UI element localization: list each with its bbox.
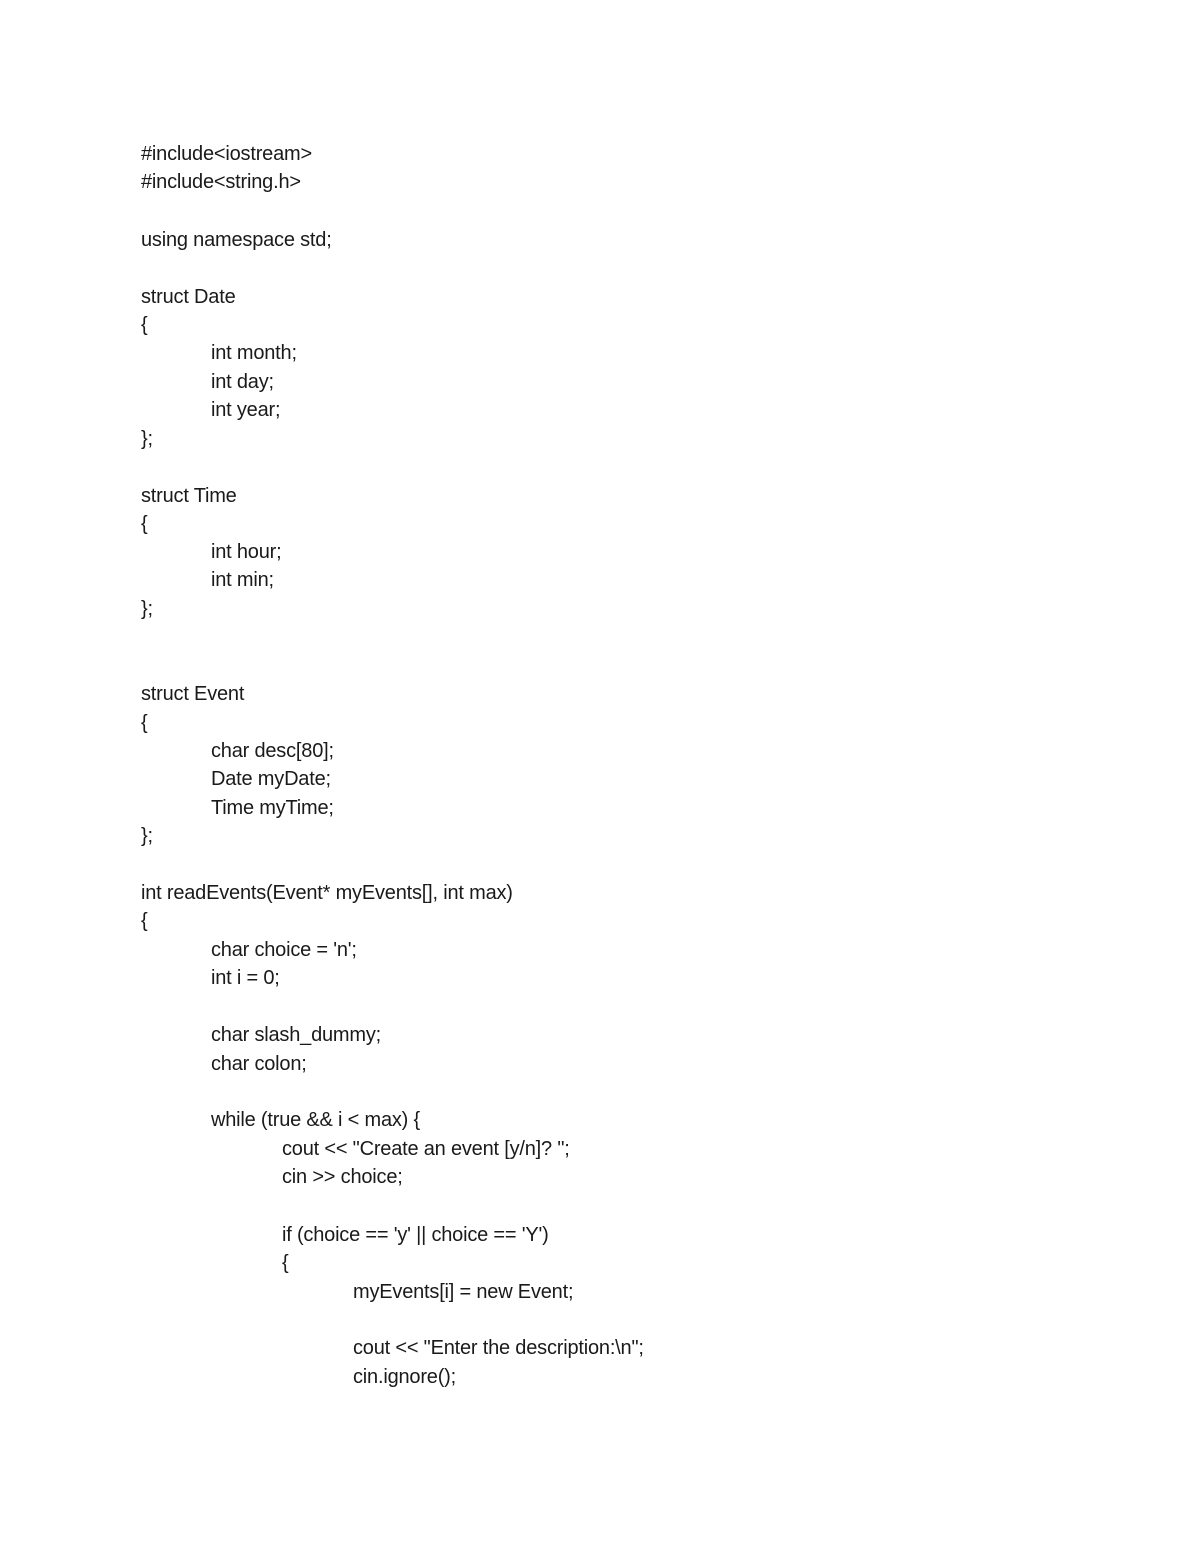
code-line: { bbox=[141, 712, 148, 734]
code-line: while (true && i < max) { bbox=[211, 1109, 420, 1131]
code-line: int i = 0; bbox=[211, 967, 280, 989]
code-line: int month; bbox=[211, 342, 297, 364]
code-line: #include<string.h> bbox=[141, 171, 301, 193]
code-line: myEvents[i] = new Event; bbox=[353, 1281, 574, 1303]
code-line: }; bbox=[141, 825, 153, 847]
code-line: Date myDate; bbox=[211, 768, 331, 790]
code-line: cin >> choice; bbox=[282, 1166, 403, 1188]
code-line: int readEvents(Event* myEvents[], int max) bbox=[141, 882, 513, 904]
code-line: char choice = 'n'; bbox=[211, 939, 357, 961]
code-line: { bbox=[282, 1252, 289, 1274]
code-line: struct Date bbox=[141, 286, 236, 308]
code-line: int year; bbox=[211, 399, 281, 421]
code-line: { bbox=[141, 910, 148, 932]
code-line: char desc[80]; bbox=[211, 740, 334, 762]
code-line: int min; bbox=[211, 569, 274, 591]
code-line: int hour; bbox=[211, 541, 282, 563]
code-line: }; bbox=[141, 598, 153, 620]
code-line: cin.ignore(); bbox=[353, 1366, 456, 1388]
code-line: struct Time bbox=[141, 485, 237, 507]
code-line: if (choice == 'y' || choice == 'Y') bbox=[282, 1224, 549, 1246]
code-line: int day; bbox=[211, 371, 274, 393]
code-line: cout << "Create an event [y/n]? "; bbox=[282, 1138, 570, 1160]
code-line: using namespace std; bbox=[141, 229, 332, 251]
code-line: char slash_dummy; bbox=[211, 1024, 381, 1046]
code-line: struct Event bbox=[141, 683, 245, 705]
code-line: char colon; bbox=[211, 1053, 307, 1075]
code-line: Time myTime; bbox=[211, 797, 334, 819]
code-line: }; bbox=[141, 428, 153, 450]
code-line: { bbox=[141, 314, 148, 336]
code-line: { bbox=[141, 513, 148, 535]
code-line: #include<iostream> bbox=[141, 143, 312, 165]
code-line: cout << "Enter the description:\n"; bbox=[353, 1337, 644, 1359]
